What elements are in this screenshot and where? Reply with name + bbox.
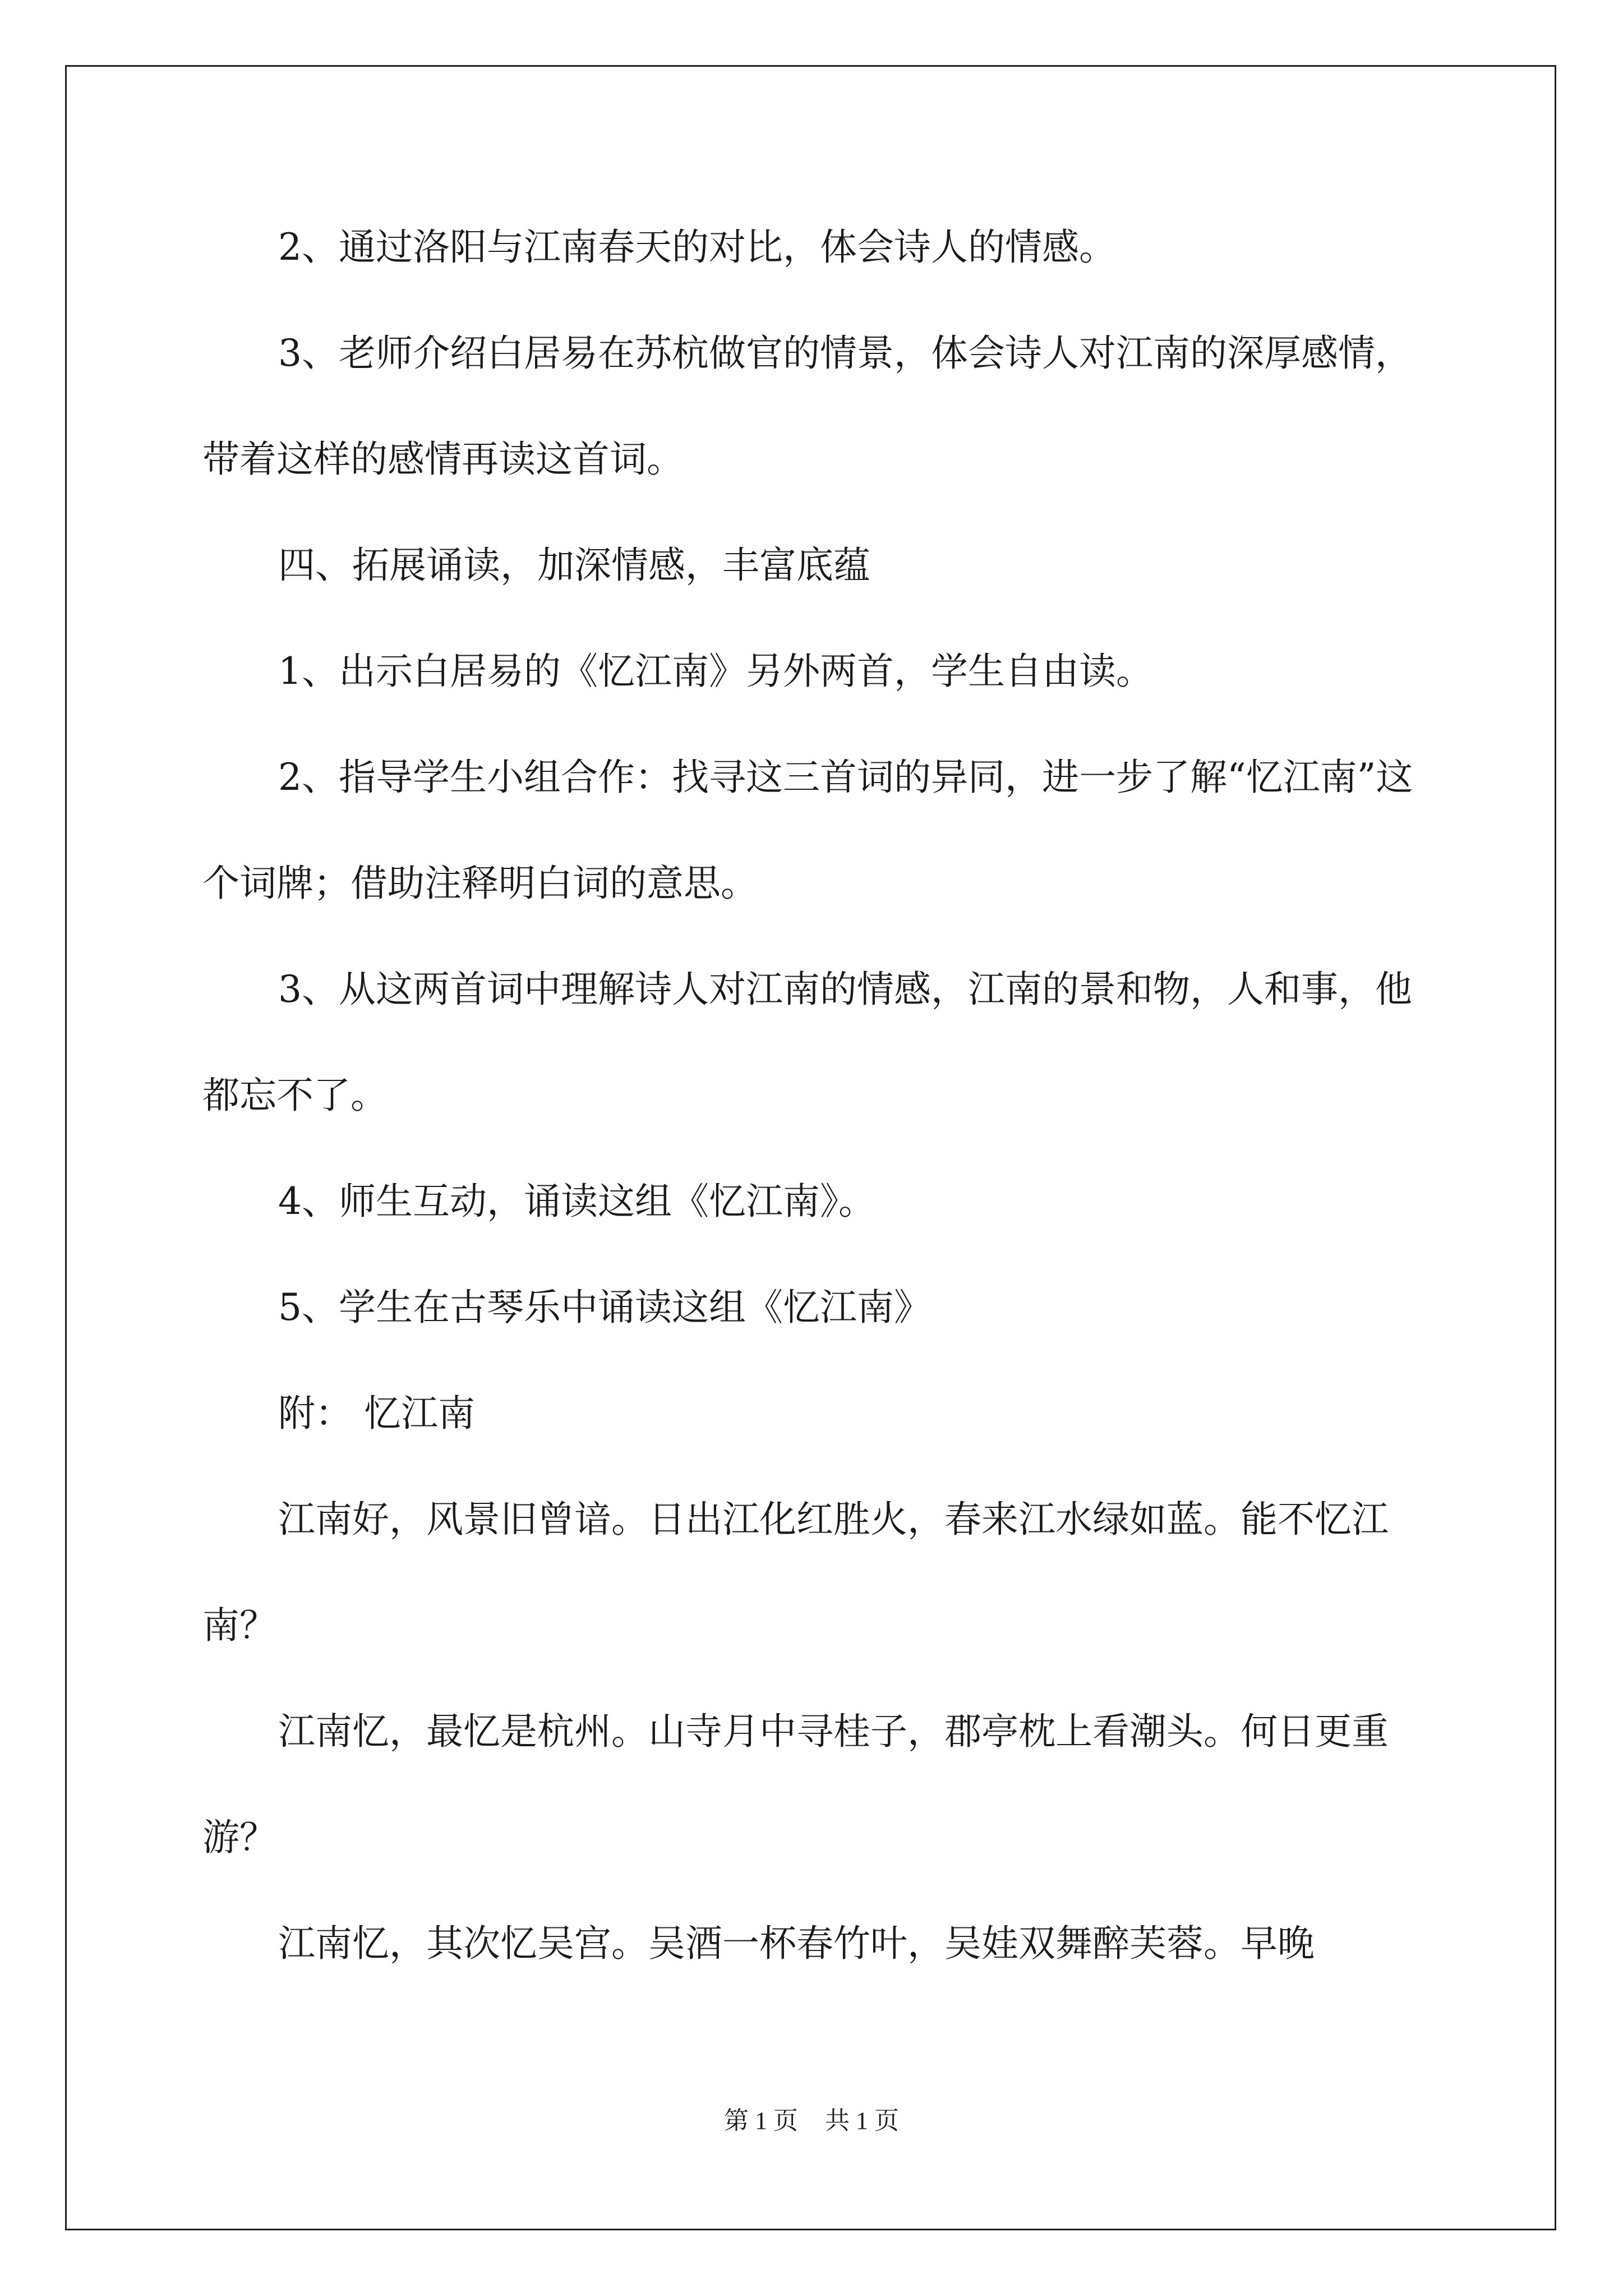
paragraph-5: 3、从这两首词中理解诗人对江南的情感，江南的景和物，人和事，他都忘不了。 bbox=[202, 968, 1412, 1117]
paragraph-2: 3、老师介绍白居易在苏杭做官的情景，体会诗人对江南的深厚感情，带着这样的感情再读这首词。 bbox=[202, 332, 1412, 481]
poem-stanza-3: 江南忆，其次忆吴宫。吴酒一杯春竹叶，吴娃双舞醉芙蓉。早晚 bbox=[278, 1922, 1315, 1965]
page-number: 第 1 页 bbox=[724, 2107, 798, 2134]
paragraph-7: 5、学生在古琴乐中诵读这组《忆江南》 bbox=[278, 1286, 931, 1329]
paragraph-4: 2、指导学生小组合作：找寻这三首词的异同，进一步了解“忆江南”这个词牌；借助注释明白词的意思。 bbox=[202, 756, 1413, 905]
appendix-title: 附： 忆江南 bbox=[278, 1392, 475, 1435]
page-footer bbox=[0, 2100, 1623, 2136]
paragraph-6: 4、师生互动，诵读这组《忆江南》。 bbox=[278, 1180, 875, 1223]
poem-stanza-2: 江南忆，最忆是杭州。山寺月中寻桂子，郡亭枕上看潮头。何日更重游？ bbox=[202, 1710, 1389, 1859]
poem-stanza-1: 江南好，风景旧曾谙。日出江化红胜火，春来江水绿如蓝。能不忆江南？ bbox=[202, 1498, 1389, 1647]
page-total: 共 1 页 bbox=[825, 2107, 899, 2134]
paragraph-1: 2、通过洛阳与江南春天的对比，体会诗人的情感。 bbox=[278, 226, 1116, 269]
section-heading: 四、拓展诵读，加深情感，丰富底蕴 bbox=[278, 544, 870, 587]
paragraph-3: 1、出示白居易的《忆江南》另外两首，学生自由读。 bbox=[278, 650, 1153, 693]
